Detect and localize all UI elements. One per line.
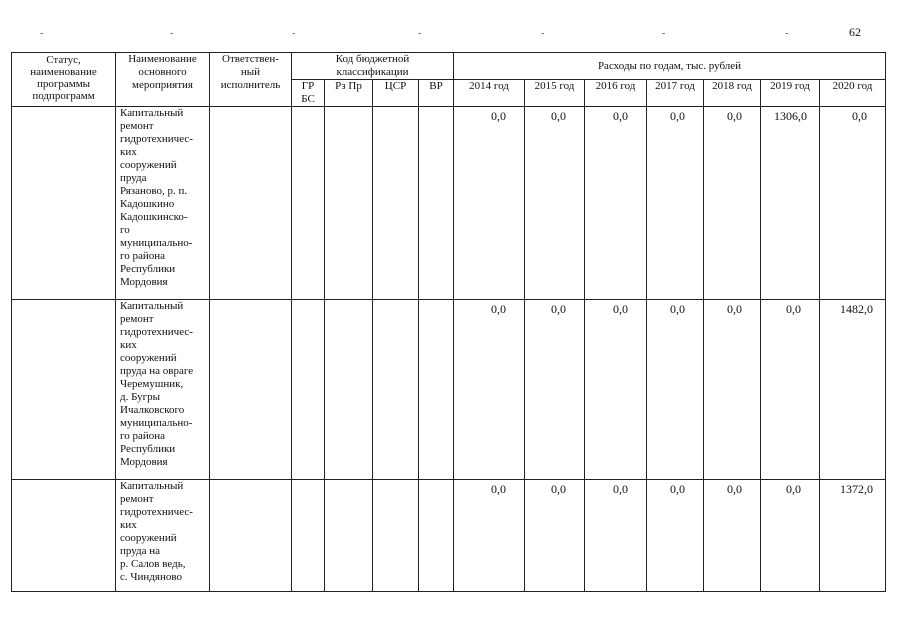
expense-value: 0,0	[704, 107, 761, 300]
header-year: 2019 год	[761, 80, 820, 107]
expense-value: 0,0	[647, 107, 704, 300]
scan-mark: -	[170, 28, 174, 39]
responsible-cell	[210, 480, 292, 592]
expense-value: 0,0	[454, 480, 525, 592]
vr-cell	[419, 300, 454, 480]
responsible-cell	[210, 107, 292, 300]
expense-value: 1482,0	[820, 300, 886, 480]
expense-value: 0,0	[525, 107, 585, 300]
expense-value: 0,0	[585, 480, 647, 592]
header-responsible: Ответствен- ный исполнитель	[210, 53, 292, 107]
page-number: 62	[849, 25, 861, 39]
rzpr-cell	[325, 300, 373, 480]
header-vr: ВР	[419, 80, 454, 107]
expense-value: 0,0	[454, 107, 525, 300]
status-cell	[12, 300, 116, 480]
expense-value: 1372,0	[820, 480, 886, 592]
header-budget-code: Код бюджетной классификации	[292, 53, 454, 80]
grbs-cell	[292, 107, 325, 300]
rzpr-cell	[325, 107, 373, 300]
header-status: Статус, наименование программы подпрограмм	[12, 53, 116, 107]
vr-cell	[419, 107, 454, 300]
table-row	[12, 480, 886, 592]
csr-cell	[373, 480, 419, 592]
grbs-cell	[292, 480, 325, 592]
header-year: 2017 год	[647, 80, 704, 107]
expense-value: 0,0	[761, 480, 820, 592]
header-csr: ЦСР	[373, 80, 419, 107]
expense-value: 0,0	[647, 480, 704, 592]
expense-value: 0,0	[585, 300, 647, 480]
vr-cell	[419, 480, 454, 592]
header-year: 2016 год	[585, 80, 647, 107]
rzpr-cell	[325, 480, 373, 592]
header-year: 2020 год	[820, 80, 886, 107]
scan-mark: -	[292, 28, 296, 39]
expense-value: 0,0	[704, 300, 761, 480]
csr-cell	[373, 300, 419, 480]
activity-name: Капитальный ремонт гидротехничес- ких сооружений пруда Рязаново, р. п. Кадошкино Кадошкинско- го муниципально- го района Республики Мордовия	[116, 107, 210, 300]
status-cell	[12, 107, 116, 300]
expense-value: 0,0	[525, 300, 585, 480]
header-year: 2014 год	[454, 80, 525, 107]
header-rzpr: Рз Пр	[325, 80, 373, 107]
expense-value: 0,0	[525, 480, 585, 592]
expense-value: 0,0	[761, 300, 820, 480]
activity-name: Капитальный ремонт гидротехничес- ких сооружений пруда на овраге Черемушник, д. Бугры Ичалковского муниципально- го района Республики Мордовия	[116, 300, 210, 480]
expense-value: 0,0	[820, 107, 886, 300]
status-cell	[12, 480, 116, 592]
grbs-cell	[292, 300, 325, 480]
table-row	[12, 300, 886, 480]
header-activity-name: Наименование основного мероприятия	[116, 53, 210, 107]
header-grbs: ГР БС	[292, 80, 325, 107]
header-expenses: Расходы по годам, тыс. рублей	[454, 53, 886, 80]
scan-mark: -	[662, 28, 666, 39]
scan-mark: -	[40, 28, 44, 39]
table-row	[12, 107, 886, 300]
budget-table	[11, 52, 886, 592]
scan-mark: -	[785, 28, 789, 39]
scan-mark: -	[541, 28, 545, 39]
header-year: 2018 год	[704, 80, 761, 107]
expense-value: 0,0	[647, 300, 704, 480]
scan-mark: -	[418, 28, 422, 39]
header-year: 2015 год	[525, 80, 585, 107]
expense-value: 0,0	[585, 107, 647, 300]
expense-value: 1306,0	[761, 107, 820, 300]
csr-cell	[373, 107, 419, 300]
expense-value: 0,0	[704, 480, 761, 592]
activity-name: Капитальный ремонт гидротехничес- ких сооружений пруда на р. Салов ведь, с. Чиндяново	[116, 480, 210, 592]
expense-value: 0,0	[454, 300, 525, 480]
responsible-cell	[210, 300, 292, 480]
